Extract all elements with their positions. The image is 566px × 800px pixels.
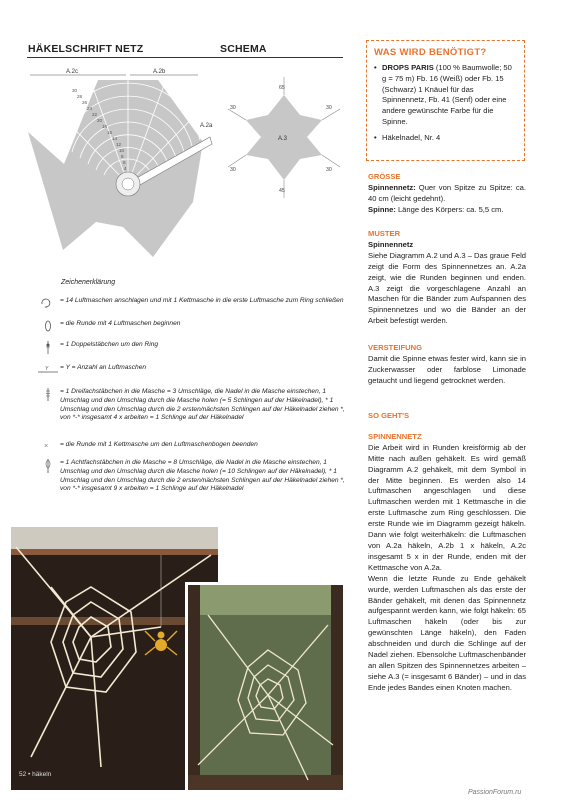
net-label: Spinnennetz: (368, 182, 416, 192)
band-length: 45 (279, 188, 285, 194)
label-a2c: A.2c (66, 69, 79, 75)
ring-number: 4 (124, 166, 127, 171)
spider-label: Spinne: (368, 204, 396, 214)
band-length: 30 (230, 167, 236, 173)
muster-text: Siehe Diagramm A.2 und A.3 – Das graue Feld zeigt die Form des Spinnennetzes an. A.2a zeigt, wie die Runden beginnen und enden. A.3 zeigt die vorgeschlagene Anzahl an Maschen für die Bänder zum Aufspannen des Spinnennetzes und wo die Bänder an der Arbeit befestigt werden. (368, 250, 526, 326)
triple-icon (36, 388, 60, 402)
yarn-text: (100 % Baumwolle; 50 g = 75 m) Fb. 16 (Weiß) oder Fb. 15 (Schwarz) 1 Knäuel für das Spinnennetz, Fb. 41 (Senf) oder eine andere gewünschte Farbe für die Spinne. (382, 63, 512, 126)
label-a2a: A.2a (200, 123, 213, 129)
sogehts-section (368, 411, 526, 694)
legend-text: = 14 Luftmaschen anschlagen und mit 1 Kettmasche in die erste Luftmasche zum Ring schließen (60, 297, 344, 304)
muster-section (368, 229, 526, 327)
svg-text:Y: Y (45, 366, 49, 372)
versteifung-title: VERSTEIFUNG (368, 343, 423, 352)
svg-text:×: × (44, 443, 49, 450)
yarn-brand: DROPS PARIS (382, 63, 434, 72)
ring-number: 28 (77, 94, 83, 99)
band-length: 30 (230, 105, 236, 111)
groesse-section (368, 172, 526, 216)
muster-title: MUSTER (368, 229, 401, 238)
schema-diagram (222, 75, 347, 200)
photo-scene-2 (188, 585, 343, 790)
sogehts-p2: Wenn die letzte Runde zu Ende gehäkelt wurde, werden Luftmaschen als das erste der Bänder gehäkelt, mit denen das Spinnennetz aufgespannt werden kann, wie folgt häkeln: 65 Luftmaschen häkeln (oder bis zur gewünschten Länge häkeln), den Faden abschneiden und durch die Schlinge auf der Nadel ziehen. Ebensolche Luftmaschenbänder an allen Spitzen des Spinnennetzes arbeiten – siehe A.3 (= insgesamt 6 Bänder) – und in das Ende jedes Bandes einen Knoten machen. (368, 573, 526, 692)
ring-icon (36, 297, 60, 311)
crochet-chart-diagram (28, 62, 228, 262)
ring-number: 26 (82, 100, 88, 105)
ring-number: 24 (87, 106, 93, 111)
dc-ring-icon (36, 341, 60, 355)
heading-rule (27, 57, 343, 58)
schema-heading: SCHEMA (220, 43, 267, 55)
legend-title: Zeichenerklärung (61, 279, 116, 286)
page-footer: 52 • häkeln (19, 771, 52, 778)
ring-number: 6 (123, 160, 126, 165)
y-chain-icon (36, 364, 60, 378)
band-line (228, 155, 246, 167)
sogehts-p1: Die Arbeit wird in Runden kreisförmig ab der Mitte nach außen gehäkelt. Es wird gemäß Diagramm A.2 gehäkelt, mit dem Symbol in der Mitte beginnen. Es werden also 14 Luftmaschen angeschlagen und diese Luftmaschen werden mit 1 Kettmasche in die erste Luftmasche zum Ring geschlossen. Die erste Runde wie im Diagramm gezeigt häkeln. Dann wie folgt weiterhäkeln: die Luftmaschen von A.2a häkeln, A.2b 1 x häkeln, A.2c insgesamt 5 x in der Runde, enden mit der Kettmasche von A.2a. (368, 442, 526, 572)
oval-icon (36, 320, 60, 334)
legend-text: = die Runde mit 4 Luftmaschen beginnen (60, 320, 181, 327)
band-length: 30 (326, 105, 332, 111)
spider-web-photo-2 (185, 582, 346, 793)
ring-number: 12 (116, 142, 122, 147)
legend-text: = 1 Dreifachstäbchen in die Masche = 3 Umschläge, die Nadel in die Masche einstechen, 1 Umschlag und den Umschlag durch die Masche holen (= 5 Schlingen auf der Häkelnadel), * 1 Umschlag und den Umschlag durch die 2 ersten/nächsten Schlingen auf der Häkelnadel ziehen *, von *-* insgesamt 4 x arbeiten = 1 Schlinge auf der Häkelnadel (60, 388, 345, 422)
ring-number: 20 (97, 118, 103, 123)
ring-number: 10 (119, 148, 125, 153)
web-shape (28, 80, 203, 257)
materials-box (366, 40, 525, 161)
ring-number: 16 (107, 130, 113, 135)
chart-heading: HÄKELSCHRIFT NETZ (28, 43, 144, 55)
materials-hook: • Häkelnadel, Nr. 4 (374, 133, 517, 144)
ring-number: 18 (102, 124, 108, 129)
sogehts-title: SO GEHT'S (368, 411, 410, 420)
octuple-icon (36, 459, 60, 473)
legend-text: = die Runde mit 1 Kettmasche um den Luftmaschenbogen beenden (60, 441, 258, 448)
legend-text: = Y = Anzahl an Luftmaschen (60, 364, 147, 371)
band-line (322, 155, 340, 167)
ring-number: 30 (72, 88, 78, 93)
label-a2b: A.2b (153, 69, 166, 75)
ring-number: 22 (92, 112, 98, 117)
ring-number: 8 (121, 154, 124, 159)
label-a3: A.3 (278, 136, 288, 142)
ring-number: 14 (112, 136, 118, 141)
groesse-spider (368, 205, 526, 216)
center-ring-inner (122, 178, 134, 190)
cross-icon (36, 441, 60, 455)
band-length: 30 (326, 167, 332, 173)
groesse-net (368, 183, 526, 205)
versteifung-section (368, 343, 526, 387)
muster-subtitle: Spinnennetz (368, 239, 414, 249)
spider-text: Länge des Körpers: ca. 5,5 cm. (395, 204, 504, 214)
versteifung-text: Damit die Spinne etwas fester wird, kann sie in Zuckerwasser oder farblose Limonade getaucht und liegend getrocknet werden. (368, 353, 526, 385)
materials-yarn (374, 63, 517, 128)
materials-title: WAS WIRD BENÖTIGT? (374, 47, 487, 58)
band-length: 65 (279, 85, 285, 91)
net-text: Quer von Spitze zu Spitze: ca. 40 cm (leicht gedehnt). (368, 182, 526, 203)
sogehts-subtitle: SPINNENNETZ (368, 431, 422, 441)
legend-text: = 1 Doppelstäbchen um den Ring (60, 341, 159, 348)
groesse-title: GRÖSSE (368, 172, 401, 181)
legend-text: = 1 Achtfachstäbchen in die Masche = 8 Umschläge, die Nadel in die Masche einstechen, 1 Umschlag und den Umschlag durch die Masche holen (= 10 Schlingen auf der Häkelnadel), * 1 Umschlag und den Umschlag durch die 2 ersten/nächsten Schlingen auf der Häkelnadel ziehen *, von *-* insgesamt 9 x arbeiten = 1 Schlinge auf der Häkelnadel (60, 459, 345, 493)
watermark: PassionForum.ru (468, 789, 522, 796)
